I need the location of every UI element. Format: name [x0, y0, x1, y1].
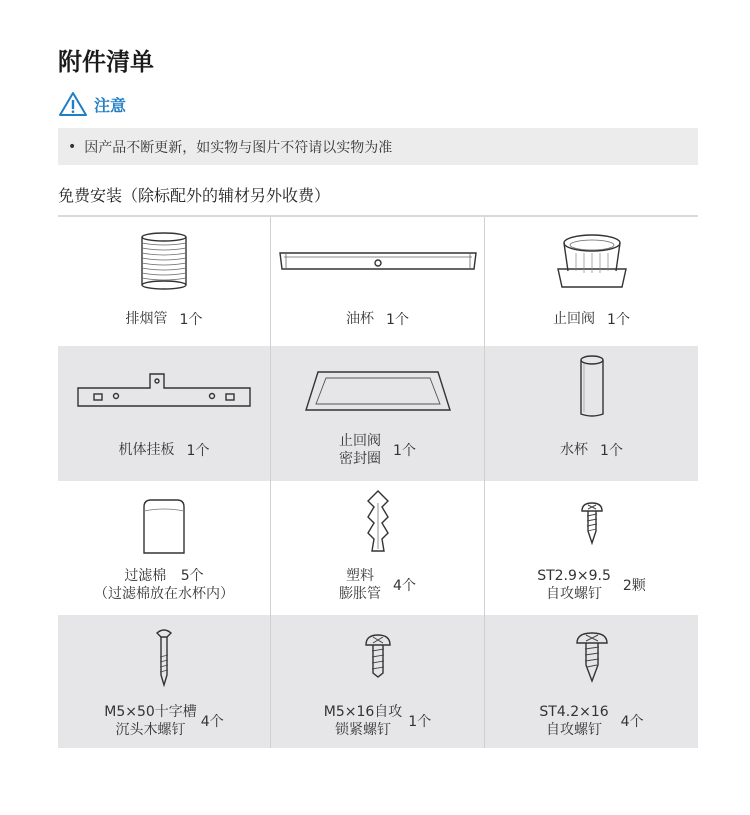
check-valve-icon	[485, 233, 698, 293]
warning-triangle-icon	[58, 91, 88, 117]
tapping-screw-icon	[485, 631, 698, 683]
item-cell-tapping-screw	[485, 615, 698, 748]
item-cell-valve-gasket	[271, 346, 484, 481]
item-label: 机体挂板 1个	[118, 442, 210, 459]
item-cell-small-screw	[485, 481, 698, 615]
item-cell-wood-screw	[58, 615, 270, 748]
wood-screw-icon	[58, 627, 270, 687]
item-cell-water-cup	[485, 346, 698, 481]
notice-bar	[58, 128, 698, 165]
mounting-bracket-icon	[58, 372, 270, 414]
valve-gasket-icon	[271, 370, 484, 414]
item-label: 油杯 1个	[346, 311, 409, 328]
oil-cup-icon	[271, 249, 484, 275]
item-label: 塑料 膨胀管 4个	[339, 568, 416, 602]
item-cell-filter-cotton	[58, 481, 270, 615]
item-label: 过滤棉 5个 （过滤棉放在水杯内）	[94, 568, 234, 602]
accessory-grid	[58, 217, 698, 748]
water-cup-icon	[485, 354, 698, 420]
item-label: M5×16自攻 锁紧螺钉 1个	[323, 704, 432, 738]
small-screw-icon	[485, 501, 698, 547]
lock-screw-icon	[271, 633, 484, 679]
item-cell-wall-anchor	[271, 481, 484, 615]
notice-text: 因产品不断更新，如实物与图片不符请以实物为准	[84, 139, 393, 156]
item-label: 排烟管 1个	[125, 311, 203, 328]
item-label: 止回阀 1个	[553, 311, 630, 328]
item-label: 止回阀 密封圈 1个	[339, 433, 416, 467]
item-cell-mounting-bracket	[58, 346, 270, 481]
wall-anchor-icon	[271, 489, 484, 555]
item-label: ST2.9×9.5 自攻螺钉 2颗	[537, 568, 646, 602]
item-cell-oil-cup	[271, 217, 484, 346]
page-title: 附件清单	[58, 48, 154, 76]
item-cell-check-valve	[485, 217, 698, 346]
item-label: M5×50十字槽 沉头木螺钉 4个	[104, 704, 224, 738]
item-label: ST4.2×16 自攻螺钉 4个	[539, 704, 644, 738]
item-cell-exhaust-pipe	[58, 217, 270, 346]
section-title: 免费安装（除标配外的辅材另外收费）	[58, 186, 331, 205]
filter-cotton-icon	[58, 497, 270, 555]
notice-label: 注意	[94, 95, 127, 115]
item-cell-lock-screw	[271, 615, 484, 748]
item-label: 水杯 1个	[560, 442, 623, 459]
exhaust-pipe-icon	[58, 231, 270, 291]
notice-header	[58, 90, 126, 118]
bullet: •	[68, 138, 77, 155]
